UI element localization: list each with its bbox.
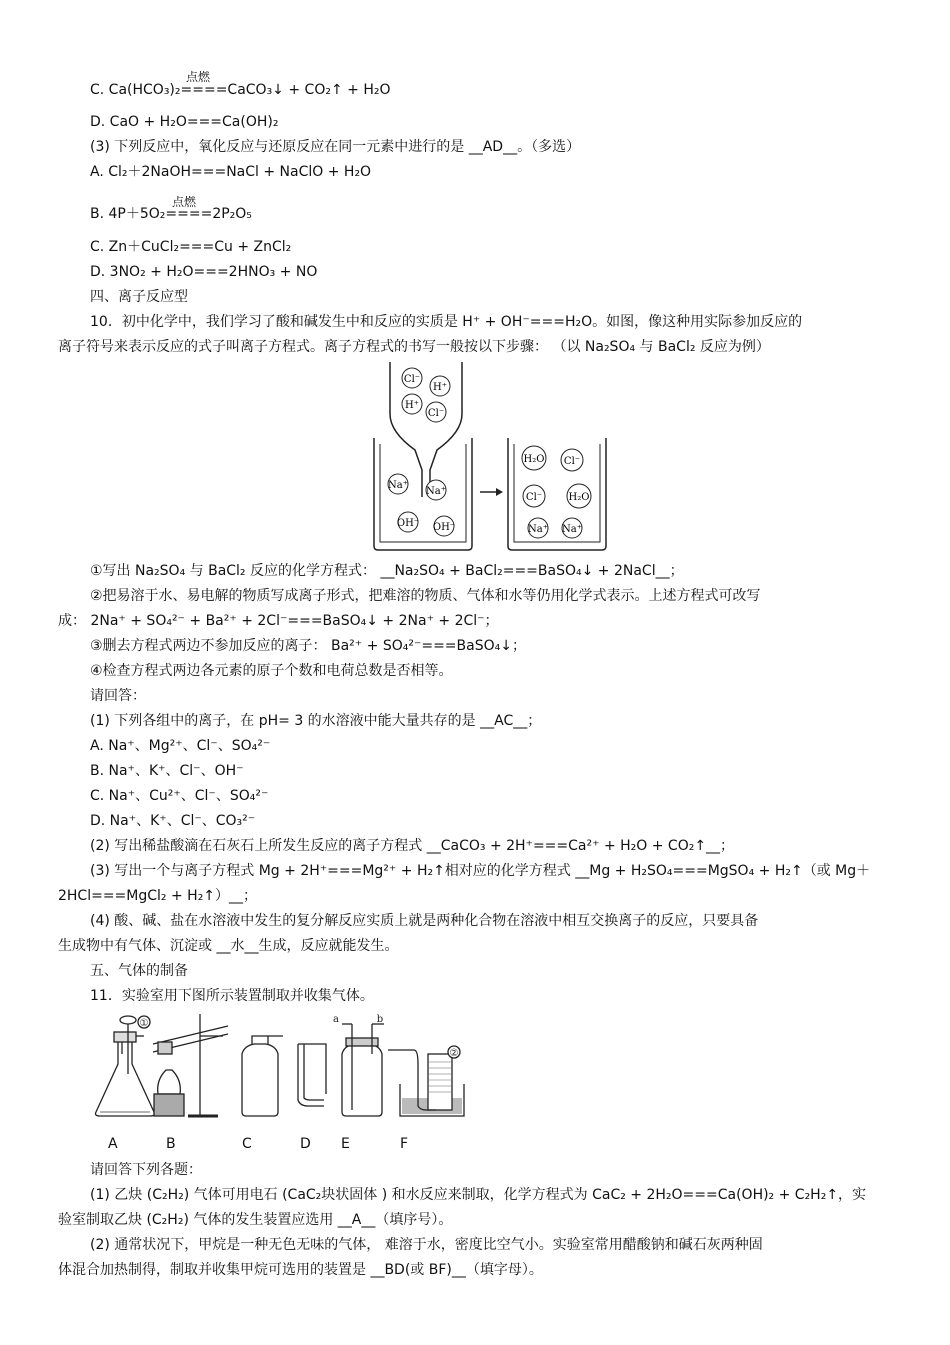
step-3: ③删去方程式两边不参加反应的离子： Ba²⁺ + SO₄²⁻===BaSO₄↓；	[90, 638, 526, 654]
question-10-line2: 离子符号来表示反应的式子叫离子方程式。离子方程式的书写一般按以下步骤： （以 Na₂SO₄ 与 BaCl₂ 反应为例）	[58, 339, 770, 355]
ion-reaction-figure	[370, 362, 610, 558]
apparatus-label-a: A	[108, 1136, 118, 1152]
step-1: ①写出 Na₂SO₄ 与 BaCl₂ 反应的化学方程式： __Na₂SO₄ + BaCl₂===BaSO₄↓ + 2NaCl__；	[90, 563, 684, 579]
right-ion-1: H₂O	[523, 454, 545, 465]
condition-label-1: 点燃	[186, 70, 211, 84]
apparatus-label-d: D	[300, 1136, 311, 1152]
funnel-ion-1: Cl⁻	[403, 374, 421, 385]
gas-q1-line2: 验室制取乙炔 (C₂H₂) 气体的发生装置应选用 __A__（填序号）。	[58, 1212, 453, 1228]
option-d-top: D. CaO + H₂O===Ca(OH)₂	[90, 114, 279, 130]
apparatus-figure	[88, 1014, 478, 1128]
left-ion-1: Na⁺	[388, 480, 408, 491]
part-1-option-d: D. Na⁺、K⁺、Cl⁻、CO₃²⁻	[90, 813, 256, 829]
gas-q2-line1: (2) 通常状况下，甲烷是一种无色无味的气体， 难溶于水，密度比空气小。实验室常用醋酸钠和碱石灰两种固	[90, 1237, 763, 1253]
funnel-ion-4: Cl⁻	[427, 408, 445, 419]
q3-option-a: A. Cl₂＋2NaOH===NaCl + NaClO + H₂O	[90, 164, 372, 180]
part-1: (1) 下列各组中的离子，在 pH= 3 的水溶液中能大量共存的是 __AC__；	[90, 713, 542, 729]
left-ion-4: OH⁻	[432, 522, 456, 533]
apparatus-label-c: C	[242, 1136, 252, 1152]
apparatus-label-e: E	[341, 1136, 350, 1152]
step-2-line2: 成： 2Na⁺ + SO₄²⁻ + Ba²⁺ + 2Cl⁻===BaSO₄↓ + 2Na⁺ + 2Cl⁻；	[58, 613, 499, 629]
condition-label-2: 点燃	[172, 195, 197, 209]
please-answer-2: 请回答下列各题：	[90, 1162, 202, 1178]
part-1-option-c: C. Na⁺、Cu²⁺、Cl⁻、SO₄²⁻	[90, 788, 269, 804]
part-1-option-b: B. Na⁺、K⁺、Cl⁻、OH⁻	[90, 763, 244, 779]
funnel-ion-3: H⁺	[405, 400, 419, 411]
part-3-line1: (3) 写出一个与离子方程式 Mg + 2H⁺===Mg²⁺ + H₂↑相对应的化学方程式 __Mg + H₂SO₄===MgSO₄ + H₂↑（或 Mg＋	[90, 863, 871, 879]
question-11: 11．实验室用下图所示装置制取并收集气体。	[90, 988, 374, 1004]
right-ion-5: Na⁺	[528, 524, 548, 535]
right-ion-6: Na⁺	[562, 524, 582, 535]
apparatus-label-f: F	[400, 1136, 409, 1152]
q3-option-d: D. 3NO₂ + H₂O===2HNO₃ + NO	[90, 264, 318, 280]
question-3: (3) 下列反应中，氧化反应与还原反应在同一元素中进行的是 __AD__。（多选）	[90, 139, 581, 155]
left-ion-3: OH⁻	[396, 518, 420, 529]
gas-q2-line2: 体混合加热制得，制取并收集甲烷可选用的装置是 __BD(或 BF)__（填字母）。	[58, 1262, 543, 1278]
mark-1: ①	[139, 1018, 149, 1029]
part-2: (2) 写出稀盐酸滴在石灰石上所发生反应的离子方程式 __CaCO₃ + 2H⁺===Ca²⁺ + H₂O + CO₂↑__；	[90, 838, 735, 854]
right-ion-4: H₂O	[568, 492, 590, 503]
funnel-ion-2: H⁺	[433, 382, 447, 393]
mark-2: ②	[449, 1048, 459, 1059]
part-4-line1: (4) 酸、碱、盐在水溶液中发生的复分解反应实质上就是两种化合物在溶液中相互交换离子的反应，只要具备	[90, 913, 759, 929]
apparatus-label-b: B	[166, 1136, 176, 1152]
section-4-heading: 四、离子反应型	[90, 289, 188, 305]
right-ion-3: Cl⁻	[525, 492, 543, 503]
option-c-top: C. Ca(HCO₃)₂====CaCO₃↓ + CO₂↑ + H₂O	[90, 82, 391, 98]
question-10-line1: 10．初中化学中，我们学习了酸和碱发生中和反应的实质是 H⁺ + OH⁻===H₂O。如图，像这种用实际参加反应的	[90, 314, 803, 330]
mark-a: a	[333, 1014, 339, 1025]
step-2-line1: ②把易溶于水、易电解的物质写成离子形式，把难溶的物质、气体和水等仍用化学式表示。上述方程式可改写	[90, 588, 761, 604]
part-1-option-a: A. Na⁺、Mg²⁺、Cl⁻、SO₄²⁻	[90, 738, 271, 754]
step-4: ④检查方程式两边各元素的原子个数和电荷总数是否相等。	[90, 663, 453, 679]
mark-b: b	[376, 1014, 384, 1025]
section-5-heading: 五、气体的制备	[90, 963, 188, 979]
right-ion-2: Cl⁻	[563, 456, 581, 467]
q3-option-b: B. 4P＋5O₂====2P₂O₅	[90, 206, 252, 222]
please-answer: 请回答：	[90, 688, 146, 704]
q3-option-c: C. Zn＋CuCl₂===Cu + ZnCl₂	[90, 239, 292, 255]
left-ion-2: Na⁺	[426, 486, 446, 497]
part-4-line2: 生成物中有气体、沉淀或 __水__生成，反应就能发生。	[58, 938, 399, 954]
part-3-line2: 2HCl===MgCl₂ + H₂↑）__；	[58, 888, 258, 904]
gas-q1-line1: (1) 乙炔 (C₂H₂) 气体可用电石 (CaC₂块状固体 ) 和水反应来制取，化学方程式为 CaC₂ + 2H₂O===Ca(OH)₂ + C₂H₂↑，实	[90, 1187, 867, 1203]
